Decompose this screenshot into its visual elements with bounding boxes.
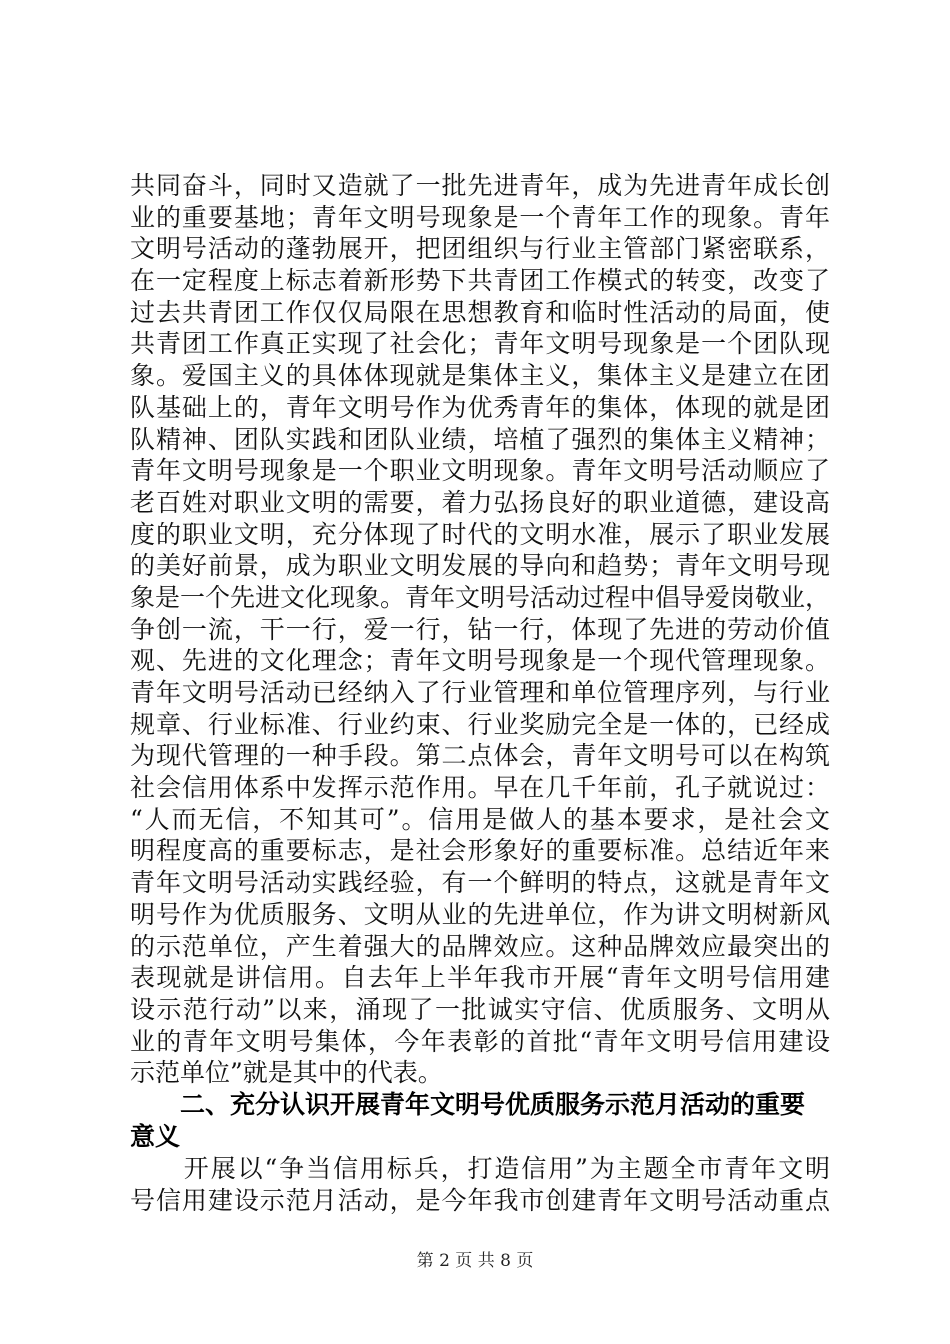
text-line: 青年文明号活动实践经验，有一个鲜明的特点，这就是青年文	[130, 868, 830, 898]
text-line: 象。爱国主义的具体体现就是集体主义，集体主义是建立在团	[130, 361, 830, 391]
text-line: 度的职业文明，充分体现了时代的文明水准，展示了职业发展	[130, 519, 830, 549]
text-line: 业的青年文明号集体，今年表彰的首批“青年文明号信用建设	[130, 1026, 830, 1056]
text-line: 共同奋斗，同时又造就了一批先进青年，成为先进青年成长创	[130, 171, 830, 200]
text-line: 业的重要基地；青年文明号现象是一个青年工作的现象。青年	[130, 202, 830, 232]
text-line: 队精神、团队实践和团队业绩，培植了强烈的集体主义精神；	[130, 424, 830, 454]
text-line: 号信用建设示范月活动，是今年我市创建青年文明号活动重点	[130, 1185, 830, 1215]
text-line: 为现代管理的一种手段。第二点体会，青年文明号可以在构筑	[130, 741, 830, 771]
text-line: 的美好前景，成为职业文明发展的导向和趋势；青年文明号现	[130, 551, 830, 581]
text-line: 共青团工作真正实现了社会化；青年文明号现象是一个团队现	[130, 329, 830, 359]
text-line: 示范单位”就是其中的代表。	[130, 1058, 443, 1088]
section-heading	[130, 1089, 830, 1153]
text-line: “人而无信，不知其可”。信用是做人的基本要求，是社会文	[130, 804, 830, 834]
closing-paragraph	[130, 1153, 830, 1216]
heading-line: 二、充分认识开展青年文明号优质服务示范月活动的重要	[180, 1089, 806, 1119]
text-line: 文明号活动的蓬勃展开，把团组织与行业主管部门紧密联系，	[130, 234, 830, 264]
body-paragraph	[130, 170, 830, 1089]
text-line: 队基础上的，青年文明号作为优秀青年的集体，体现的就是团	[130, 392, 830, 422]
page-footer: 第 2 页 共 8 页	[416, 1251, 534, 1271]
text-line: 过去共青团工作仅仅局限在思想教育和临时性活动的局面，使	[130, 297, 830, 327]
text-line: 明程度高的重要标志，是社会形象好的重要标准。总结近年来	[130, 836, 830, 866]
text-line: 表现就是讲信用。自去年上半年我市开展“青年文明号信用建	[130, 963, 830, 993]
text-line: 青年文明号活动已经纳入了行业管理和单位管理序列，与行业	[130, 678, 830, 707]
text-line: 观、先进的文化理念；青年文明号现象是一个现代管理现象。	[130, 646, 830, 676]
text-line: 象是一个先进文化现象。青年文明号活动过程中倡导爱岗敬业，	[130, 582, 830, 612]
text-line: 老百姓对职业文明的需要，着力弘扬良好的职业道德，建设高	[130, 487, 830, 517]
heading-line: 意义	[130, 1121, 181, 1151]
text-line: 的示范单位，产生着强大的品牌效应。这种品牌效应最突出的	[130, 931, 830, 961]
text-line: 在一定程度上标志着新形势下共青团工作模式的转变，改变了	[130, 266, 830, 296]
text-line: 争创一流，干一行，爱一行，钻一行，体现了先进的劳动价值	[130, 614, 830, 644]
text-line: 青年文明号现象是一个职业文明现象。青年文明号活动顺应了	[130, 456, 830, 486]
text-line: 开展以“争当信用标兵，打造信用”为主题全市青年文明	[130, 1153, 830, 1183]
text-line: 规章、行业标准、行业约束、行业奖励完全是一体的，已经成	[130, 709, 830, 739]
document-body	[130, 170, 830, 1216]
text-line: 明号作为优质服务、文明从业的先进单位，作为讲文明树新风	[130, 899, 830, 929]
text-line: 社会信用体系中发挥示范作用。早在几千年前，孔子就说过：	[130, 773, 830, 803]
text-line: 设示范行动”以来，涌现了一批诚实守信、优质服务、文明从	[130, 994, 830, 1024]
